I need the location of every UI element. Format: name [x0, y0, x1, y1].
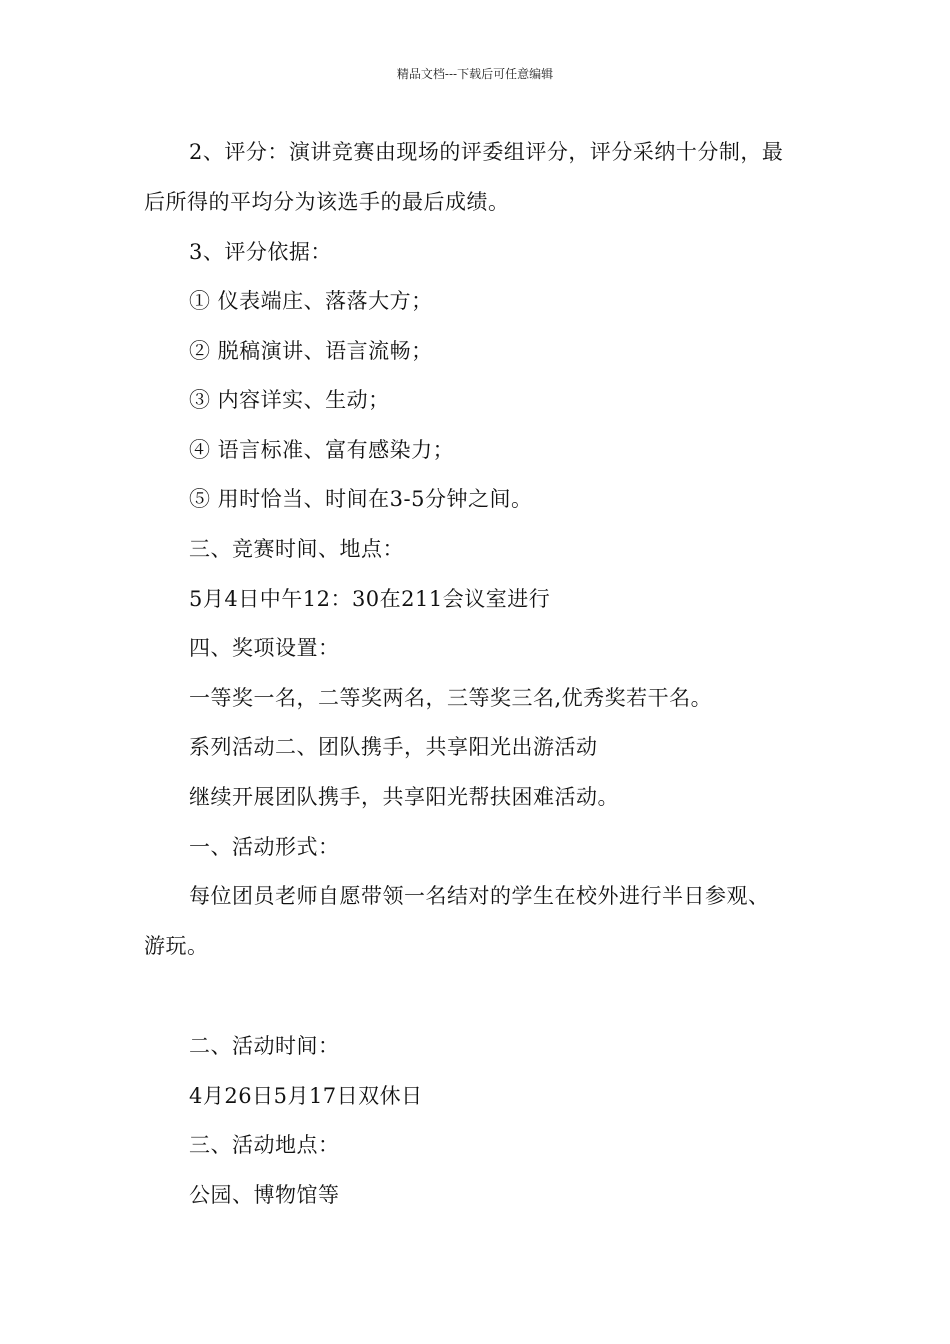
heading-activity-form: 一、活动形式： [189, 835, 340, 859]
criteria-item-2: ② 脱稿演讲、语言流畅； [189, 339, 433, 363]
activity-form-line-1: 每位团员老师自愿带领一名结对的学生在校外进行半日参观、 [189, 884, 770, 908]
heading-activity-time: 二、活动时间： [189, 1034, 340, 1058]
heading-contest-time-place: 三、竞赛时间、地点： [189, 537, 404, 561]
heading-series-activity-two: 系列活动二、团队携手，共享阳光出游活动 [189, 735, 598, 759]
criteria-item-3: ③ 内容详实、生动； [189, 388, 390, 412]
paragraph-scoring-line-1: 2、评分：演讲竞赛由现场的评委组评分，评分采纳十分制，最 [189, 140, 784, 164]
heading-awards: 四、奖项设置： [189, 636, 340, 660]
series-activity-two-text: 继续开展团队携手，共享阳光帮扶困难活动。 [189, 785, 619, 809]
awards-text: 一等奖一名，二等奖两名，三等奖三名,优秀奖若干名。 [189, 686, 713, 710]
criteria-item-5: ⑤ 用时恰当、时间在3-5分钟之间。 [189, 487, 533, 511]
page-header: 精品文档---下载后可任意编辑 [396, 67, 554, 81]
contest-time-place-text: 5月4日中午12：30在211会议室进行 [189, 587, 551, 611]
activity-place-text: 公园、博物馆等 [189, 1183, 340, 1207]
paragraph-scoring-line-2: 后所得的平均分为该选手的最后成绩。 [144, 190, 510, 214]
criteria-item-4: ④ 语言标准、富有感染力； [189, 438, 455, 462]
heading-scoring-criteria: 3、评分依据： [189, 240, 332, 264]
heading-activity-place: 三、活动地点： [189, 1133, 340, 1157]
activity-form-line-2: 游玩。 [144, 934, 209, 958]
activity-time-text: 4月26日5月17日双休日 [189, 1084, 423, 1108]
criteria-item-1: ① 仪表端庄、落落大方； [189, 289, 433, 313]
